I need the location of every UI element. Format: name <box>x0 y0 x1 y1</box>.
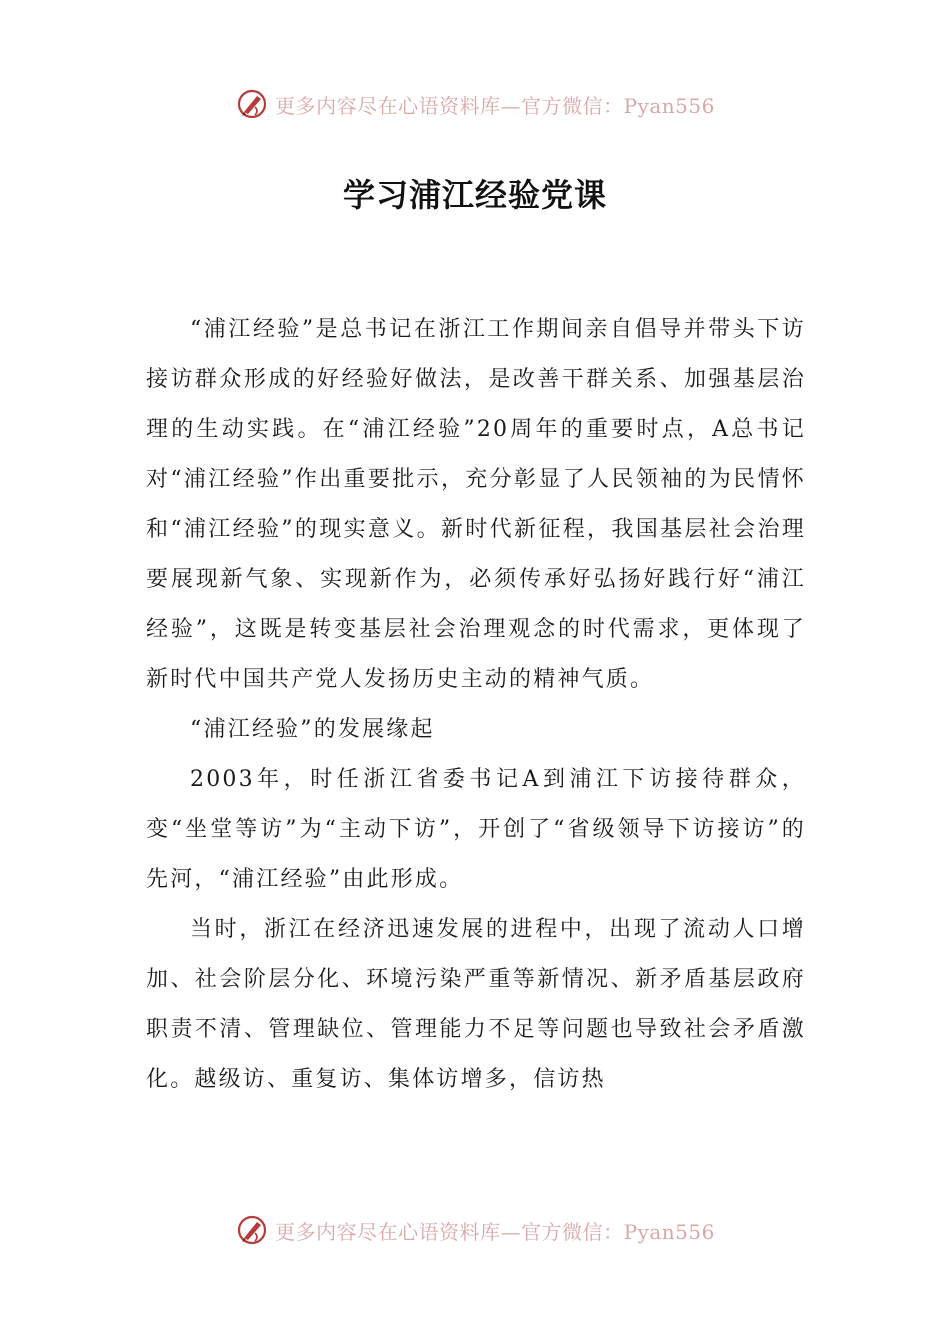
document-title: 学习浦江经验党课 <box>342 176 607 214</box>
watermark-text: 更多内容尽在心语资料库—官方微信：Pyan556 <box>275 93 715 118</box>
paragraph: 当时，浙江在经济迅速发展的进程中，出现了流动人口增加、社会阶层分化、环境污染严重等新情况、新矛盾基层政府职责不清、管理缺位、管理能力不足等问题也导致社会矛盾激化。越级访、重复访、集体访增多，信访热 <box>146 917 806 1092</box>
pen-logo-icon <box>235 1213 269 1247</box>
paragraph: 2003年，时任浙江省委书记A到浦江下访接待群众，变“坐堂等访”为“主动下访”，开创了“省级领导下访接访”的先河，“浦江经验”由此形成。 <box>146 767 806 892</box>
document-body <box>146 305 806 1105</box>
pen-logo-icon <box>235 87 269 121</box>
watermark-banner-bottom <box>0 1210 950 1250</box>
watermark-text: 更多内容尽在心语资料库—官方微信：Pyan556 <box>275 1219 715 1244</box>
paragraph: “浦江经验”是总书记在浙江工作期间亲自倡导并带头下访接访群众形成的好经验好做法，是改善干群关系、加强基层治理的生动实践。在“浦江经验”20周年的重要时点，A总书记对“浦江经验”作出重要批示，充分彰显了人民领袖的为民情怀和“浦江经验”的现实意义。新时代新征程，我国基层社会治理要展现新气象、实现新作为，必须传承好弘扬好践行好“浦江经验”，这既是转变基层社会治理观念的时代需求，更体现了新时代中国共产党人发扬历史主动的精神气质。 <box>146 317 806 692</box>
watermark-banner-top <box>0 84 950 124</box>
section-heading: “浦江经验”的发展缘起 <box>190 717 435 742</box>
